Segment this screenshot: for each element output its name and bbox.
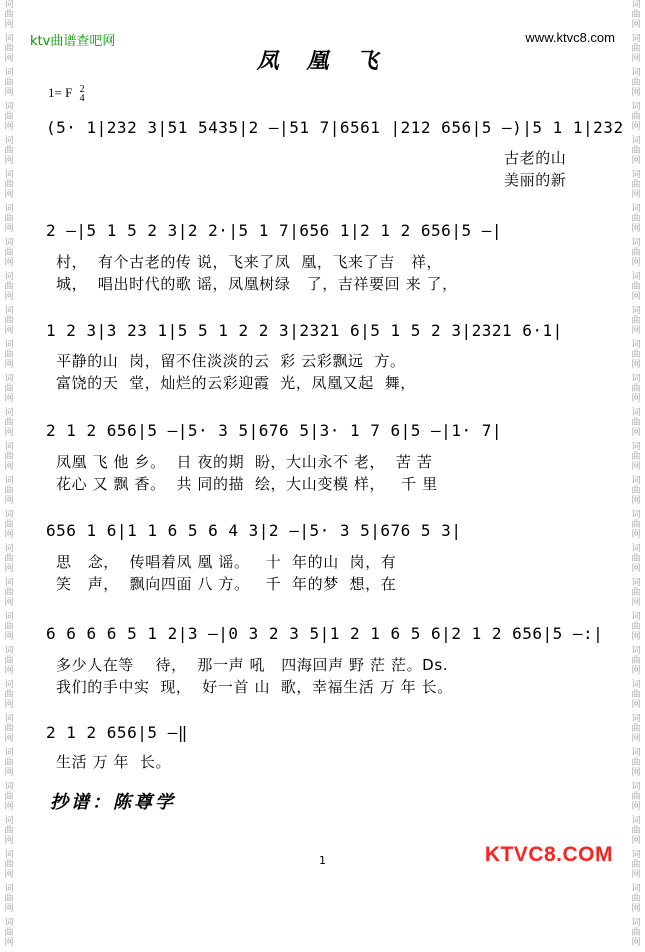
left-watermark-strip	[2, 0, 16, 948]
watermark-glyph: 网	[4, 938, 14, 948]
watermark-glyph: 网	[631, 394, 641, 404]
watermark-glyph: 曲	[4, 10, 14, 20]
watermark-glyph: 曲	[4, 384, 14, 394]
watermark-glyph: 曲	[631, 792, 641, 802]
watermark-glyph: 网	[631, 632, 641, 642]
watermark-glyph: 曲	[4, 112, 14, 122]
notation-line: 656 1 6|1 1 6 5 6 4 3|2 —|5· 3 5|676 5 3|	[46, 521, 462, 540]
watermark-glyph: 网	[4, 734, 14, 744]
watermark-glyph: 网	[631, 428, 641, 438]
watermark-glyph: 词	[631, 510, 641, 520]
watermark-glyph: 曲	[4, 622, 14, 632]
watermark-glyph: 词	[631, 578, 641, 588]
watermark-glyph: 曲	[631, 214, 641, 224]
watermark-glyph: 网	[4, 428, 14, 438]
lyric-verse-1: 村， 有个古老的传 说，飞来了凤 凰，飞来了吉 祥，	[56, 253, 443, 271]
watermark-glyph: 网	[631, 462, 641, 472]
watermark-glyph: 词	[4, 748, 14, 758]
watermark-glyph: 曲	[631, 248, 641, 258]
watermark-glyph: 词	[4, 612, 14, 622]
watermark-glyph: 词	[631, 646, 641, 656]
watermark-glyph: 词	[4, 510, 14, 520]
watermark-glyph: 词	[631, 0, 641, 10]
watermark-glyph: 网	[631, 530, 641, 540]
watermark-glyph: 词	[631, 238, 641, 248]
watermark-glyph: 词	[4, 408, 14, 418]
watermark-glyph: 词	[631, 68, 641, 78]
watermark-glyph: 词	[631, 884, 641, 894]
watermark-glyph: 网	[631, 190, 641, 200]
watermark-glyph: 曲	[4, 78, 14, 88]
watermark-glyph: 曲	[4, 282, 14, 292]
watermark-glyph: 曲	[4, 418, 14, 428]
watermark-glyph: 网	[4, 904, 14, 914]
watermark-glyph: 曲	[4, 520, 14, 530]
watermark-glyph: 曲	[4, 758, 14, 768]
watermark-glyph: 网	[4, 870, 14, 880]
watermark-glyph: 曲	[631, 826, 641, 836]
watermark-glyph: 网	[631, 54, 641, 64]
watermark-glyph: 网	[631, 122, 641, 132]
watermark-glyph: 曲	[631, 44, 641, 54]
watermark-glyph: 网	[4, 564, 14, 574]
watermark-glyph: 词	[631, 476, 641, 486]
watermark-glyph: 曲	[4, 690, 14, 700]
watermark-glyph: 词	[4, 238, 14, 248]
watermark-glyph: 词	[631, 918, 641, 928]
watermark-glyph: 曲	[631, 656, 641, 666]
watermark-glyph: 网	[4, 394, 14, 404]
watermark-glyph: 网	[4, 224, 14, 234]
watermark-glyph: 词	[631, 714, 641, 724]
watermark-glyph: 词	[631, 170, 641, 180]
watermark-glyph: 词	[631, 374, 641, 384]
watermark-glyph: 网	[631, 904, 641, 914]
watermark-glyph: 网	[631, 564, 641, 574]
watermark-glyph: 词	[631, 34, 641, 44]
watermark-glyph: 词	[4, 816, 14, 826]
watermark-glyph: 曲	[631, 554, 641, 564]
watermark-glyph: 网	[4, 88, 14, 98]
watermark-glyph: 曲	[631, 486, 641, 496]
watermark-glyph: 网	[631, 598, 641, 608]
watermark-glyph: 曲	[4, 316, 14, 326]
lyric-verse-2: 花心 又 飘 香。 共 同的描 绘，大山变模 样， 千 里	[56, 475, 438, 493]
watermark-glyph: 网	[631, 326, 641, 336]
watermark-glyph: 词	[4, 884, 14, 894]
watermark-glyph: 网	[4, 802, 14, 812]
watermark-glyph: 网	[4, 496, 14, 506]
watermark-glyph: 网	[4, 836, 14, 846]
watermark-glyph: 曲	[631, 860, 641, 870]
lyric-verse-1: 多少人在等 待， 那一声 吼 四海回声 野 茫 茫。Ds.	[56, 656, 449, 674]
watermark-glyph: 曲	[631, 282, 641, 292]
watermark-glyph: 曲	[631, 180, 641, 190]
watermark-glyph: 曲	[4, 452, 14, 462]
copier-credit: 抄谱：陈尊学	[50, 792, 176, 813]
watermark-glyph: 词	[4, 646, 14, 656]
watermark-glyph: 词	[4, 578, 14, 588]
watermark-glyph: 词	[4, 442, 14, 452]
watermark-glyph: 曲	[631, 350, 641, 360]
watermark-glyph: 词	[631, 782, 641, 792]
watermark-glyph: 曲	[4, 44, 14, 54]
watermark-glyph: 曲	[631, 112, 641, 122]
watermark-glyph: 词	[631, 816, 641, 826]
watermark-glyph: 词	[631, 204, 641, 214]
site-logo: KTVC8.COM	[484, 843, 613, 866]
watermark-glyph: 曲	[4, 792, 14, 802]
time-signature	[80, 85, 85, 103]
watermark-glyph: 词	[4, 170, 14, 180]
watermark-glyph: 曲	[4, 826, 14, 836]
watermark-glyph: 词	[631, 850, 641, 860]
notation-line: 2 —|5 1 5 2 3|2 2·|5 1 7|656 1|2 1 2 656|5 —|	[46, 221, 502, 240]
meter-bottom: 4	[79, 93, 85, 105]
site-url: www.ktvc8.com	[525, 30, 615, 45]
lyric-verse-2: 美丽的新	[504, 171, 567, 189]
watermark-glyph: 网	[631, 292, 641, 302]
lyric-verse-1: 思 念， 传唱着凤 凰 谣。 十 年的山 岗，有	[56, 553, 397, 571]
watermark-glyph: 曲	[631, 724, 641, 734]
key-signature	[48, 85, 85, 103]
watermark-glyph: 曲	[631, 10, 641, 20]
watermark-glyph: 词	[631, 544, 641, 554]
watermark-glyph: 曲	[631, 78, 641, 88]
notation-line: (5· 1|232 3|51 5435|2 —|51 7|6561 |212 656|5 —)|5 1 1|232	[46, 118, 624, 137]
watermark-glyph: 网	[631, 258, 641, 268]
watermark-glyph: 词	[631, 680, 641, 690]
page-number: 1	[319, 854, 326, 867]
watermark-glyph: 网	[631, 870, 641, 880]
watermark-glyph: 曲	[631, 316, 641, 326]
watermark-glyph: 网	[4, 360, 14, 370]
watermark-glyph: 曲	[631, 452, 641, 462]
watermark-glyph: 词	[631, 340, 641, 350]
watermark-glyph: 网	[631, 88, 641, 98]
watermark-glyph: 网	[631, 20, 641, 30]
watermark-glyph: 曲	[4, 350, 14, 360]
notation-line: 2 1 2 656|5 —‖	[46, 723, 188, 742]
watermark-glyph: 词	[4, 340, 14, 350]
watermark-glyph: 词	[4, 544, 14, 554]
watermark-glyph: 网	[631, 360, 641, 370]
watermark-glyph: 词	[631, 442, 641, 452]
watermark-glyph: 词	[4, 782, 14, 792]
watermark-glyph: 曲	[4, 894, 14, 904]
watermark-glyph: 曲	[631, 418, 641, 428]
watermark-glyph: 网	[631, 496, 641, 506]
watermark-glyph: 网	[4, 700, 14, 710]
lyric-verse-2: 笑 声， 飘向四面 八 方。 千 年的梦 想，在	[56, 575, 397, 593]
watermark-glyph: 曲	[4, 554, 14, 564]
watermark-glyph: 词	[4, 306, 14, 316]
watermark-glyph: 网	[4, 292, 14, 302]
watermark-glyph: 曲	[4, 928, 14, 938]
lyric-verse-1: 生活 万 年 长。	[56, 753, 172, 771]
watermark-glyph: 词	[631, 272, 641, 282]
watermark-glyph: 词	[4, 34, 14, 44]
watermark-glyph: 曲	[4, 180, 14, 190]
watermark-glyph: 网	[631, 224, 641, 234]
watermark-glyph: 网	[4, 462, 14, 472]
watermark-glyph: 曲	[631, 894, 641, 904]
watermark-glyph: 词	[4, 680, 14, 690]
watermark-glyph: 网	[631, 938, 641, 948]
watermark-glyph: 网	[4, 20, 14, 30]
watermark-glyph: 网	[4, 190, 14, 200]
watermark-glyph: 网	[631, 768, 641, 778]
lyric-verse-2: 富饶的天 堂，灿烂的云彩迎霞 光，凤凰又起 舞，	[56, 374, 416, 392]
watermark-glyph: 词	[4, 136, 14, 146]
watermark-glyph: 词	[4, 272, 14, 282]
lyric-verse-2: 城， 唱出时代的歌 谣，凤凰树绿 了，吉祥要回 来 了，	[56, 275, 458, 293]
watermark-glyph: 曲	[4, 656, 14, 666]
watermark-glyph: 网	[631, 156, 641, 166]
watermark-glyph: 网	[631, 666, 641, 676]
watermark-glyph: 词	[4, 918, 14, 928]
watermark-glyph: 曲	[4, 588, 14, 598]
lyric-verse-2: 我们的手中实 现， 好一首 山 歌，幸福生活 万 年 长。	[56, 678, 453, 696]
watermark-glyph: 曲	[4, 724, 14, 734]
lyric-verse-1: 古老的山	[504, 149, 567, 167]
watermark-glyph: 词	[4, 204, 14, 214]
watermark-glyph: 网	[4, 768, 14, 778]
watermark-glyph: 曲	[631, 588, 641, 598]
key-label: 1= F	[48, 85, 73, 100]
watermark-glyph: 词	[631, 306, 641, 316]
watermark-glyph: 网	[4, 632, 14, 642]
watermark-glyph: 网	[4, 326, 14, 336]
watermark-glyph: 网	[4, 258, 14, 268]
site-name: ktv曲谱查吧网	[30, 34, 116, 49]
watermark-glyph: 词	[4, 102, 14, 112]
watermark-glyph: 曲	[4, 248, 14, 258]
watermark-glyph: 曲	[631, 622, 641, 632]
watermark-glyph: 曲	[4, 214, 14, 224]
right-watermark-strip	[629, 0, 643, 948]
watermark-glyph: 词	[631, 408, 641, 418]
watermark-glyph: 曲	[631, 520, 641, 530]
notation-line: 1 2 3|3 23 1|5 5 1 2 2 3|2321 6|5 1 5 2 3|2321 6·1|	[46, 321, 563, 340]
notation-line: 6 6 6 6 5 1 2|3 —|0 3 2 3 5|1 2 1 6 5 6|2 1 2 656|5 —:|	[46, 624, 604, 643]
watermark-glyph: 网	[4, 530, 14, 540]
watermark-glyph: 曲	[631, 758, 641, 768]
watermark-glyph: 曲	[4, 860, 14, 870]
watermark-glyph: 词	[631, 136, 641, 146]
watermark-glyph: 词	[4, 850, 14, 860]
watermark-glyph: 词	[631, 748, 641, 758]
watermark-glyph: 网	[4, 156, 14, 166]
lyric-verse-1: 平静的山 岗，留不住淡淡的云 彩 云彩飘远 方。	[56, 352, 406, 370]
watermark-glyph: 曲	[4, 486, 14, 496]
watermark-glyph: 网	[4, 122, 14, 132]
watermark-glyph: 词	[4, 714, 14, 724]
watermark-glyph: 网	[631, 700, 641, 710]
song-title: 凤 凰 飞	[256, 48, 389, 74]
watermark-glyph: 词	[4, 68, 14, 78]
watermark-glyph: 网	[4, 666, 14, 676]
watermark-glyph: 词	[4, 0, 14, 10]
watermark-glyph: 词	[4, 476, 14, 486]
watermark-glyph: 曲	[631, 384, 641, 394]
watermark-glyph: 网	[4, 598, 14, 608]
watermark-glyph: 曲	[4, 146, 14, 156]
lyric-verse-1: 凤凰 飞 他 乡。 日 夜的期 盼，大山永不 老， 苦 苦	[56, 453, 433, 471]
watermark-glyph: 曲	[631, 690, 641, 700]
watermark-glyph: 网	[631, 802, 641, 812]
watermark-glyph: 网	[4, 54, 14, 64]
watermark-glyph: 词	[4, 374, 14, 384]
watermark-glyph: 网	[631, 734, 641, 744]
watermark-glyph: 曲	[631, 928, 641, 938]
meter-top: 2	[79, 84, 85, 96]
watermark-glyph: 网	[631, 836, 641, 846]
notation-line: 2 1 2 656|5 —|5· 3 5|676 5|3· 1 7 6|5 —|1· 7|	[46, 421, 502, 440]
watermark-glyph: 曲	[631, 146, 641, 156]
watermark-glyph: 词	[631, 102, 641, 112]
watermark-glyph: 词	[631, 612, 641, 622]
